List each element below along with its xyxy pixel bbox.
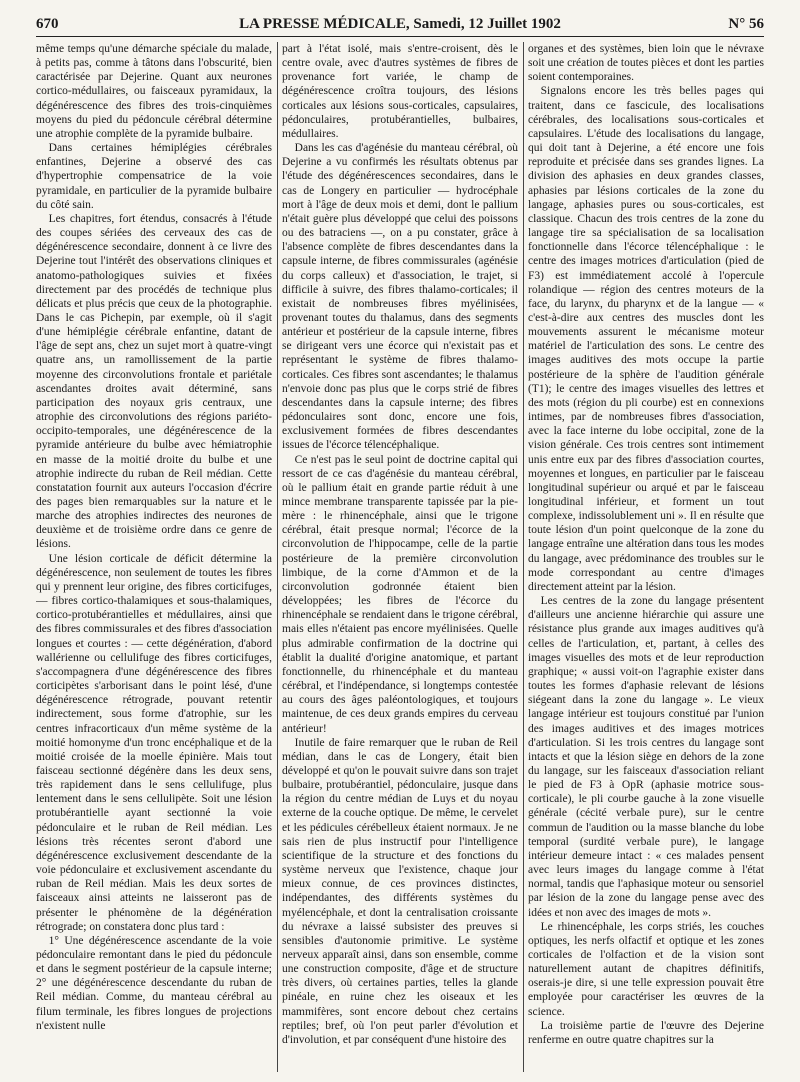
paragraph: Dans certaines hémiplégies cérébrales enfantines, Dejerine a observé des cas d'hypertrophie compensatrice de la voie pyramidale, en particulier de la pyramide bulbaire du côté sain. [36, 142, 272, 211]
paragraph: Signalons encore les très belles pages qui traitent, dans ce fascicule, des localisations cérébrales, des localisations sous-corticales et capsulaires. L'étude des localisations du langage, qui doit tant à Dejerine, a été encore une fois reproduite et précisée dans ses grandes lignes. La division des aphasies en deux grandes classes, aphasies par lésions corticales de la zone du langage, aphasies pures ou sous-corticales, est classique. Chacun des trois centres de la zone du langage tire sa spécialisation de sa localisation fonctionnelle dans l'écorce télencéphalique : le centre des images motrices d'articulation (pied de F3) est immédiatement accolé à l'opercule rolandique — région des centres moteurs de la face, du larynx, du pharynx et de la langue — « c'est-à-dire aux centres des muscles dont les mouvements assurent le mécanisme moteur matériel de l'articulation des sons. Le centre des images auditives des mots occupe la partie postérieure de la sphère de l'audition générale (T1); le centre des images visuelles des lettres et des mots (région du pli courbe) est en connexions intimes, par de nombreuses fibres d'association, avec la face interne du lobe occipital, zone de la vision générale. Ces trois centres sont intimement unis entre eux par des fibres d'association courtes, moyennes et longues, en particulier par le faisceau longitudinal supérieur ou arqué et par le faisceau longitudinal inférieur, et forment un tout complexe, indissolublement uni ». Il en résulte que toute lésion d'un point quelconque de la zone du langage entraîne une altération dans tous les modes du langage, avec prédominance des troubles sur le mode correspondant au centre d'images directement atteint par la lésion. [528, 85, 764, 593]
paragraph: 1° Une dégénérescence ascendante de la voie pédonculaire remontant dans le pied du pédoncule et dans le segment postérieur de la capsule interne; 2° une dégénérescence descendante du ruban de Reil médian. Comme, du manteau cérébral au filum terminale, les fibres longues de projections n'existent nulle [36, 934, 272, 1032]
paragraph: Les centres de la zone du langage présentent d'ailleurs une ancienne hiérarchie qui assure une résistance plus grande aux images auditives qu'à celles de l'articulation, et, partant, à celles des images visuelles des mots et de leur reproduction graphique; « aussi voit-on l'agraphie exister dans toutes les formes d'aphasie relevant de lésions siégeant dans la zone du langage ». Le vieux langage intérieur est toujours constitué par l'union des images auditives et des images motrices d'articulation. Si les trois centres du langage sont intacts et que la lésion siège en dehors de la zone du langage, sur les faisceaux d'association reliant le pied de F3 à OpR (aphasie motrice sous-corticale), le pli courbe gauche à la zone visuelle générale (cécité verbale pure), sur le centre commun de l'audition ou la masse blanche du lobe temporal (surdité verbale pure), le langage intérieur demeure intact : « ces malades pensent avec leurs images du langage comme à l'état normal, tandis que l'aphasique moteur ou sensoriel par lésion de la zone du langage pense avec des idées et non avec des images de mots ». [528, 595, 764, 919]
header-rule [36, 36, 764, 37]
paragraph: Les chapitres, fort étendus, consacrés à l'étude des coupes sériées des cerveaux des cas de dégénérescence secondaire, donnent à ce livre des Dejerine tout l'intérêt des observations cliniques et anatomo-pathologiques suivies et fixées directement par des procédés de technique plus délicats et plus précis que ceux de la photographie. Dans le cas Pichepin, par exemple, où il s'agit d'une hémiplégie cérébrale enfantine, datant de l'âge de sept ans, chez un sujet mort à quatre-vingt quatre ans, un ramollissement de la partie moyenne des circonvolutions frontale et pariétale ascendantes droites avait déterminé, sans participation des noyaux gris centraux, une atrophie des circonvolutions des régions pariéto-occipito-temporales, une dégénérescence de la pyramide antérieure du bulbe avec hémiatrophie en masse de la moitié droite du bulbe et une atrophie indirecte du ruban de Reil médian. Cette constatation fournit aux auteurs l'occasion d'écrire des pages bien remarquables sur la nature et le marche des atrophies indirectes des neurones de deuxième et de troisième ordre dans ce genre de lésions. [36, 212, 272, 551]
paragraph: Dans les cas d'agénésie du manteau cérébral, où Dejerine a vu confirmés les résultats obtenus par l'étude des dégénérescences secondaires, dans le cas de Longery en particulier — hydrocéphale mort à l'âge de deux mois et demi, dont le pallium n'était guère plus développé que celui des poissons ou des batraciens —, on a pu constater, grâce à l'absence complète de fibres descendantes dans la capsule interne, de fibres commissurales (agénésie du corps calleux) et d'association, le trajet, si difficile à suivre, des fibres thalamo-corticales; il existait de nombreuses fibres myélinisées, provenant toutes du thalamus, dans des segments antérieur et postérieur de la capsule interne, fibres se dirigeant vers une écorce qui n'existait pas et représentant le système de fibres thalamo-corticales. Ces fibres sont ascendantes; le thalamus n'envoie donc pas plus que le corps strié de fibres descendantes dans la capsule interne; des fibres pédonculaires sont donc, encore une fois, exclusivement formées de fibres descendantes issues de l'écorce télencéphalique. [282, 142, 518, 452]
article-columns [36, 42, 764, 1072]
column-2 [282, 42, 518, 1072]
column-3 [528, 42, 764, 1072]
paragraph: Inutile de faire remarquer que le ruban de Reil médian, dans le cas de Longery, était bien développé et qu'on le pouvait suivre dans son trajet bulbaire, protubérantiel, pédonculaire, jusque dans la région du centre médian de Luys et du noyau externe de la couche optique. De même, le cervelet et les pédicules cérébelleux étaient normaux. Je ne sais rien de plus instructif pour l'intelligence scientifique de la structure et des fonctions du système nerveux que l'existence, chaque jour mieux connue, de ces provinces distinctes, indépendantes, des différents systèmes du myélencéphale, et dont la centralisation croissante du névraxe a laissé subsister des preuves si sensibles d'autonomie primitive. Le système nerveux apparaît ainsi, dans son ensemble, comme une construction composite, d'âge et de structure très divers, où certaines parties, telles la glande pinéale, en ruine chez les oiseaux et les mammifères, sont encore debout chez certains reptiles; bref, où l'on peut parler d'évolution et d'involution, et par conséquent d'une histoire des [282, 736, 518, 1046]
journal-title: LA PRESSE MÉDICALE, Samedi, 12 Juillet 1902 [239, 16, 561, 32]
paragraph: même temps qu'une démarche spéciale du malade, à petits pas, comme à tâtons dans l'obscurité, bien caractérisée par Dejerine. Quant aux neurones cortico-médullaires, ou faisceaux pyramidaux, la dégénérescence des fibres des trois-cinquièmes moyens du pied du pédoncule cérébral détermine une atrophie complète de la pyramide bulbaire. [36, 43, 272, 140]
paragraph: organes et des systèmes, bien loin que le névraxe soit une création de toutes pièces et dont les parties soient contemporaines. [528, 43, 764, 84]
paragraph: Ce n'est pas le seul point de doctrine capital qui ressort de ce cas d'agénésie du manteau cérébral, où le pallium était en grande partie réduit à une mince membrane transparente tapissée par la pie-mère : le rhinencéphale, ainsi que le trigone cérébral, était presque normal; l'écorce de la circonvolution de l'hippocampe, celle de la partie postérieure de la première circonvolution limbique, de la corne d'Ammon et de la circonvolution godronnée étaient bien développées; les fibres de l'écorce du rhinencéphale se rendaient dans le trigone cérébral, mais elles n'étaient pas encore myélinisées. Quelle plus admirable confirmation de la doctrine qui établit la dualité d'origine anatomique, et partant fonctionnelle, du rhinencéphale et du manteau cérébral, et l'indépendance, si longtemps contestée au cours des âges paléontologiques, et toujours maintenue, de ces deux grands empires du cerveau antérieur! [282, 453, 518, 735]
column-1 [36, 42, 272, 1072]
column-divider [277, 42, 278, 1072]
paragraph: La troisième partie de l'œuvre des Dejerine renferme en outre quatre chapitres sur la [528, 1019, 764, 1046]
page-number: 670 [36, 16, 59, 32]
page-header [36, 14, 764, 36]
issue-number: N° 56 [728, 16, 764, 32]
paragraph: Le rhinencéphale, les corps striés, les couches optiques, les nerfs olfactif et optique et les zones corticales de l'olfaction et de la vision sont naturellement autant de chapitres définitifs, oserais-je dire, si une telle expression pouvait être employée pour caractériser les œuvres de la science. [528, 920, 764, 1018]
column-divider [523, 42, 524, 1072]
paragraph: Une lésion corticale de déficit détermine la dégénérescence, non seulement de toutes les fibres qui y prennent leur origine, des fibres corticifuges, — fibres cortico-thalamiques et sous-thalamiques, cortico-protubérantielles et médullaires, ainsi que des fibres commissurales et des fibres d'association longues et courtes : — cette dégénération, d'abord wallérienne ou cellulifuge des fibres corticifuges, s'accompagnera d'une dégénérescence des fibres corticipètes s'arborisant dans le point lésé, d'une dégénérescence rétrograde, pouvant retentir indirectement, sous forme d'atrophie, sur les centres infracorticaux d'un même système de la moitié homonyme d'un tronc encéphalique et de la moitié croisée de la moelle épinière. Mais tout faisceau sectionné dégénère dans les deux sens, très rapidement dans le sens cellulifuge, plus lentement dans le sens cellulipète. Soit une lésion protubérantielle ayant sectionné la voie pédonculaire et le ruban de Reil médian. Les lésions très récentes seront d'abord une dégénérescence exclusivement descendante de la voie pédonculaire et exclusivement ascendante du ruban de Reil médian. Mais les deux sortes de faisceaux ainsi atteints ne laisseront pas de présenter le phénomène de la dégénération rétrograde; on constatera donc plus tard : [36, 552, 272, 933]
paragraph: part à l'état isolé, mais s'entre-croisent, dès le centre ovale, avec d'autres systèmes de fibres de provenance fort variée, le champ de dégénérescence croîtra toujours, des lésions corticales aux lésions sous-corticales, capsulaires, pédonculaires, protubérantielles, bulbaires, médullaires. [282, 43, 518, 140]
